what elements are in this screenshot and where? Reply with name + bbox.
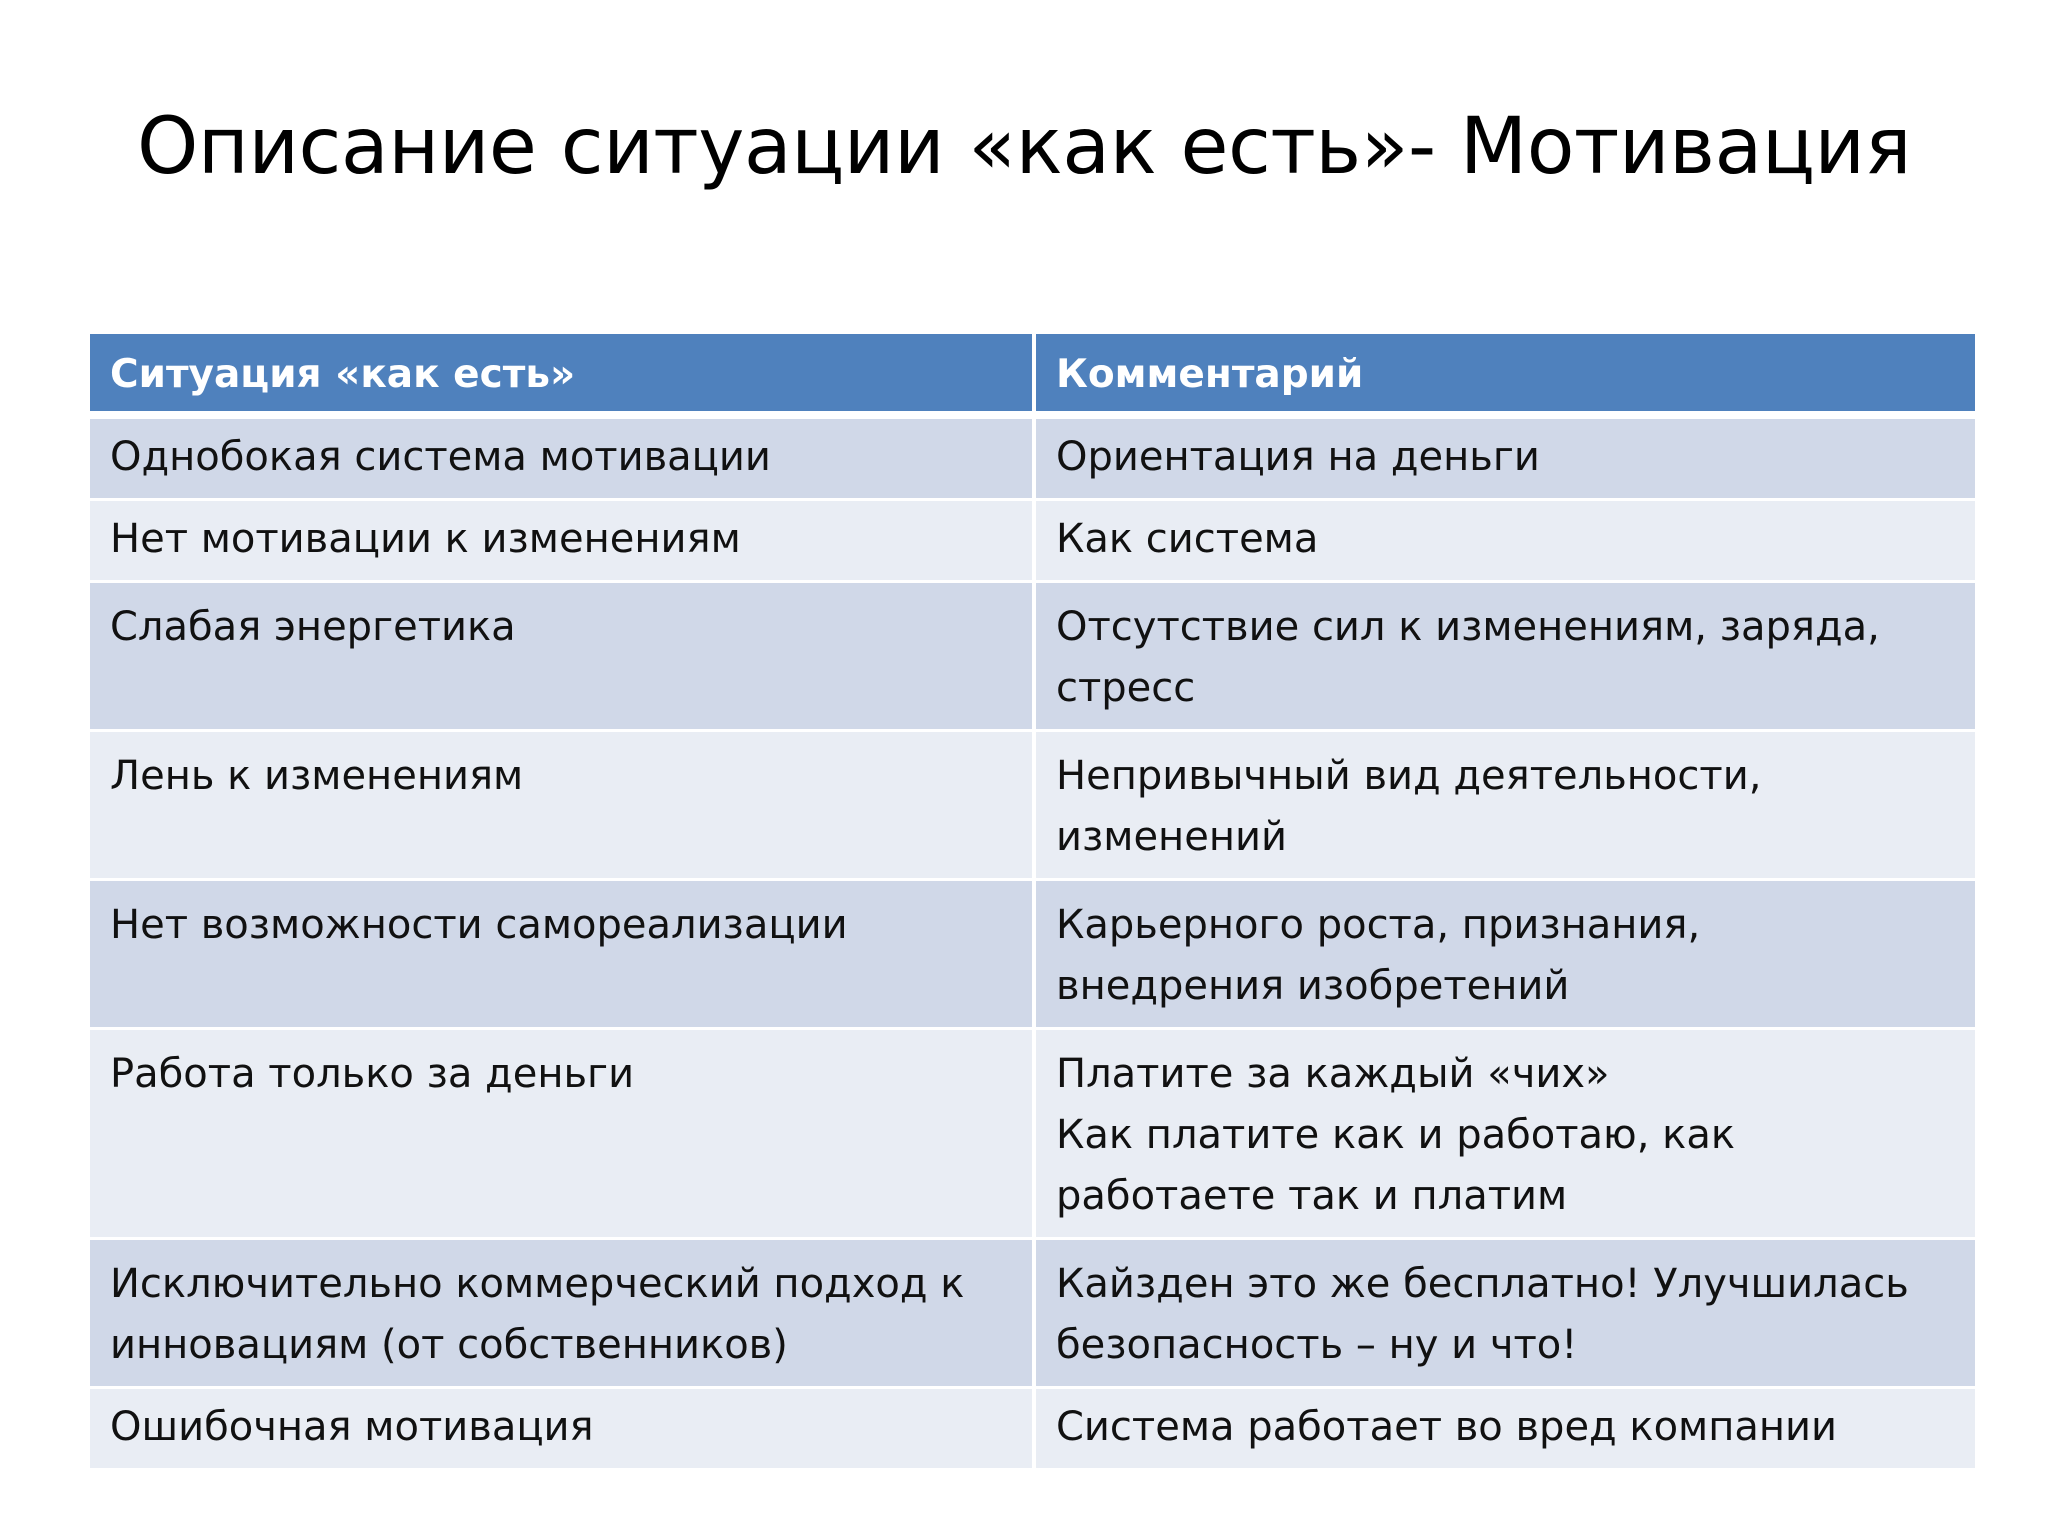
cell-line: Платите за каждый «чих»: [1056, 1051, 1610, 1097]
cell-line: Как платите как и работаю, как: [1056, 1112, 1735, 1158]
comment-cell: [1032, 878, 1975, 1027]
cell-line: Работа только за деньги: [110, 1051, 635, 1097]
cell-line: Кайзден это же бесплатно! Улучшилась: [1056, 1261, 1909, 1307]
comment-cell: [1032, 416, 1975, 498]
table-row: [90, 580, 1975, 729]
table-row: [90, 878, 1975, 1027]
cell-line: Карьерного роста, признания,: [1056, 902, 1701, 948]
situation-cell: [90, 1027, 1032, 1237]
situation-cell: [90, 1237, 1032, 1386]
table-row: [90, 1027, 1975, 1237]
comment-cell: [1032, 729, 1975, 878]
table-row: [90, 498, 1975, 580]
situation-cell: [90, 1386, 1032, 1468]
motivation-table: [90, 334, 1975, 1468]
cell-line: Отсутствие сил к изменениям, заряда,: [1056, 604, 1880, 650]
situation-cell: [90, 498, 1032, 580]
comment-cell: [1032, 1237, 1975, 1386]
cell-line: Однобокая система мотивации: [110, 434, 771, 480]
situation-cell: [90, 878, 1032, 1027]
slide-title: Описание ситуации «как есть»- Мотивация: [136, 102, 1912, 192]
cell-line: инновациям (от собственников): [110, 1322, 788, 1368]
situation-cell: [90, 416, 1032, 498]
column-header-situation: Ситуация «как есть»: [90, 334, 1032, 416]
cell-line: Как система: [1056, 516, 1319, 562]
table-row: [90, 729, 1975, 878]
comment-cell: [1032, 1027, 1975, 1237]
cell-line: Непривычный вид деятельности,: [1056, 753, 1762, 799]
comment-cell: [1032, 1386, 1975, 1468]
cell-line: внедрения изобретений: [1056, 963, 1570, 1009]
cell-line: Ошибочная мотивация: [110, 1404, 594, 1450]
comment-cell: [1032, 580, 1975, 729]
cell-line: Исключительно коммерческий подход к: [110, 1261, 965, 1307]
column-header-comment: Комментарий: [1032, 334, 1975, 416]
situation-cell: [90, 580, 1032, 729]
cell-line: Нет мотивации к изменениям: [110, 516, 741, 562]
cell-line: работаете так и платим: [1056, 1173, 1568, 1219]
table-row: [90, 1237, 1975, 1386]
cell-line: Лень к изменениям: [110, 753, 524, 799]
cell-line: изменений: [1056, 814, 1287, 860]
cell-line: Слабая энергетика: [110, 604, 516, 650]
cell-line: стресс: [1056, 665, 1196, 711]
cell-line: Ориентация на деньги: [1056, 434, 1540, 480]
table-row: [90, 416, 1975, 498]
comment-cell: [1032, 498, 1975, 580]
table-header-row: [90, 334, 1975, 416]
cell-line: Нет возможности самореализации: [110, 902, 848, 948]
cell-line: Система работает во вред компании: [1056, 1404, 1838, 1450]
cell-line: безопасность – ну и что!: [1056, 1322, 1578, 1368]
table-row: [90, 1386, 1975, 1468]
situation-cell: [90, 729, 1032, 878]
